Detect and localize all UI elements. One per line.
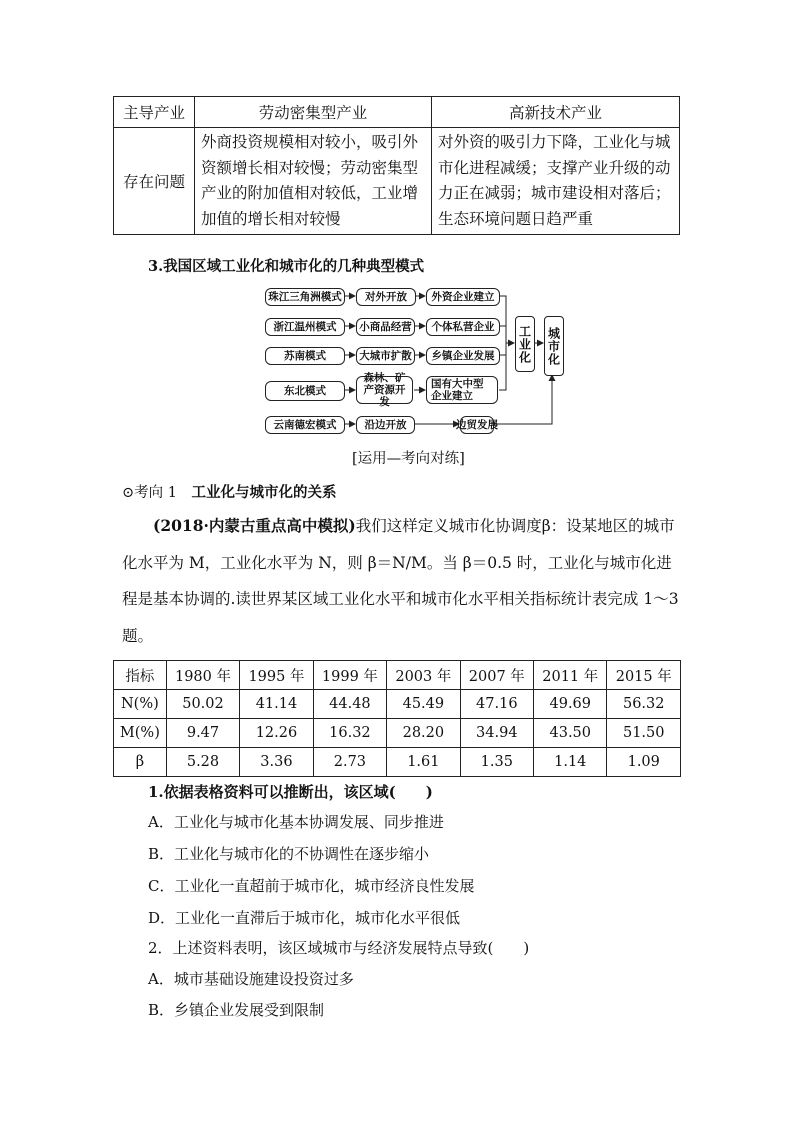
table-cell: 34.94	[460, 719, 533, 748]
industrialization-node: 工业化	[515, 316, 535, 372]
table-cell: 1.35	[460, 748, 533, 777]
outcome-private-enterprises: 个体私营企业	[426, 318, 500, 336]
question-2-option-a: A．城市基础设施建设投资过多	[148, 970, 354, 988]
table-cell: 28.20	[387, 719, 460, 748]
question-1-option-d: D．工业化一直滞后于城市化，城市化水平很低	[148, 909, 461, 927]
urbanization-node: 城市化	[544, 316, 564, 376]
table-header-row	[114, 661, 681, 690]
outcome-township-enterprises: 乡镇企业发展	[426, 347, 500, 365]
question-1-option-a: A．工业化与城市化基本协调发展、同步推进	[148, 813, 444, 831]
question-1-option-b: B．工业化与城市化的不协调性在逐步缩小	[148, 845, 430, 863]
header-cell: 1999 年	[313, 661, 386, 690]
section-heading: 3.我国区域工业化和城市化的几种典型模式	[148, 258, 425, 275]
high-tech-problems: 对外资的吸引力下降，工业化与城市化进程减缓；支撑产业升级的动力正在减弱；城市建设相对落后；生态环境问题日趋严重	[432, 128, 680, 235]
table-cell: 1.09	[607, 748, 681, 777]
header-cell: 高新技术产业	[432, 97, 680, 128]
outcome-foreign-enterprises: 外资企业建立	[426, 288, 500, 306]
topic-title: 工业化与城市化的关系	[191, 484, 337, 501]
table-cell: 5.28	[166, 748, 239, 777]
table-cell: 1.61	[387, 748, 460, 777]
question-2-option-b: B．乡镇企业发展受到限制	[148, 1001, 325, 1019]
intro-text: 我们这样定义城市化协调度β：设某地区的城市化水平为 M，工业化水平为 N，则 β＝N/M。当 β＝0.5 时，工业化与城市化进程是基本协调的.读世界某区域工业化水平和城市化水平相关指标统计表完成 1～3 题。	[122, 517, 679, 645]
table-row	[114, 719, 681, 748]
outcome-state-enterprises: 国有大中型企业建立	[426, 376, 498, 404]
header-cell: 2015 年	[607, 661, 681, 690]
model-pearl-river-delta: 珠江三角洲模式	[265, 288, 345, 306]
header-cell: 2011 年	[534, 661, 607, 690]
driver-city-diffusion: 大城市扩散	[356, 347, 415, 365]
table-cell: 45.49	[387, 690, 460, 719]
table-cell: 16.32	[313, 719, 386, 748]
model-northeast: 东北模式	[265, 381, 345, 401]
header-cell: 1980 年	[166, 661, 239, 690]
header-cell: 2007 年	[460, 661, 533, 690]
table-cell: 9.47	[166, 719, 239, 748]
question-1-option-c: C．工业化一直超前于城市化，城市经济良性发展	[148, 877, 475, 895]
table-cell: N(%)	[114, 690, 167, 719]
table-cell: 1.14	[534, 748, 607, 777]
model-dehong: 云南德宏模式	[265, 416, 345, 434]
labor-intensive-problems: 外商投资规模相对较小，吸引外资额增长相对较慢；劳动密集型产业的附加值相对较低，工业增加值的增长相对较慢	[195, 128, 432, 235]
intro-paragraph	[122, 508, 682, 654]
model-wenzhou: 浙江温州模式	[265, 318, 345, 336]
header-cell: 劳动密集型产业	[195, 97, 432, 128]
table-cell: 43.50	[534, 719, 607, 748]
driver-opening-up: 对外开放	[356, 288, 416, 306]
driver-resource-development: 森林、矿产资源开发	[356, 376, 413, 404]
table-row	[114, 690, 681, 719]
table-cell: 49.69	[534, 690, 607, 719]
table-cell: 56.32	[607, 690, 681, 719]
table-cell: 3.36	[240, 748, 313, 777]
header-cell: 2003 年	[387, 661, 460, 690]
question-2-stem: 2．上述资料表明，该区域城市与经济发展特点导致( )	[148, 939, 530, 957]
table-cell: 41.14	[240, 690, 313, 719]
header-cell: 指标	[114, 661, 167, 690]
question-1-stem: 1.依据表格资料可以推断出，该区域( )	[148, 783, 433, 801]
table-cell: 12.26	[240, 719, 313, 748]
intro-source: (2018·内蒙古重点高中模拟)	[153, 516, 356, 535]
topic-heading	[122, 481, 336, 502]
practice-caption: [运用—考向对练]	[352, 451, 465, 467]
driver-border-opening: 沿边开放	[356, 416, 415, 434]
topic-marker: ⊙考向 1	[122, 485, 177, 501]
table-cell: M(%)	[114, 719, 167, 748]
table-cell: 50.02	[166, 690, 239, 719]
table-cell: 51.50	[607, 719, 681, 748]
table-cell: β	[114, 748, 167, 777]
header-cell: 1995 年	[240, 661, 313, 690]
driver-small-commodities: 小商品经营	[356, 318, 415, 336]
table-cell: 47.16	[460, 690, 533, 719]
row-label: 存在问题	[114, 128, 195, 235]
statistics-table	[113, 660, 681, 777]
outcome-border-trade: 边贸发展	[460, 416, 494, 434]
model-sunan: 苏南模式	[265, 347, 345, 365]
table-cell: 44.48	[313, 690, 386, 719]
header-cell: 主导产业	[114, 97, 195, 128]
table-row	[114, 748, 681, 777]
table-cell: 2.73	[313, 748, 386, 777]
